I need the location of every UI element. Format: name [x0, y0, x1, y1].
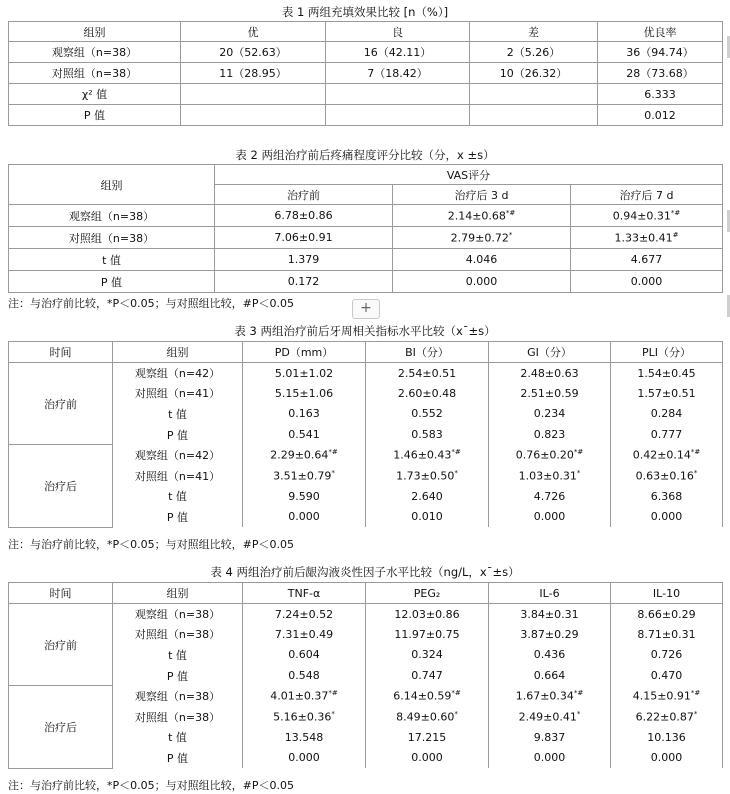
column-header: TNF-α	[243, 583, 366, 604]
table-cell: 0.664	[489, 665, 611, 686]
table-cell: 0.42±0.14*#	[611, 445, 723, 466]
table-cell: 11（28.95）	[181, 63, 326, 84]
table-row	[9, 227, 723, 249]
table-cell: 2.60±0.48	[366, 383, 489, 404]
table-cell: 28（73.68）	[598, 63, 723, 84]
table2-title: 表 2 两组治疗前后疼痛程度评分比较（分，x ±s）	[235, 148, 495, 162]
table-cell	[181, 84, 326, 105]
table-cell: 2.54±0.51	[366, 363, 489, 384]
table-cell: 观察组（n=42）	[113, 363, 243, 384]
table-row	[9, 604, 723, 625]
table-row	[9, 383, 723, 404]
t2-vas-header: VAS评分	[215, 165, 723, 185]
table2-note: 注：与治疗前比较，*P＜0.05；与对照组比较，#P＜0.05	[8, 297, 294, 310]
column-header: 治疗后 7 d	[571, 185, 723, 205]
table-cell: 1.54±0.45	[611, 363, 723, 384]
table-cell: 5.01±1.02	[243, 363, 366, 384]
column-header: 良	[326, 22, 470, 42]
column-header: 组别	[113, 342, 243, 363]
table-row	[9, 486, 723, 507]
table-cell: t 值	[9, 249, 215, 271]
column-header: 组别	[113, 583, 243, 604]
table-cell: 0.000	[243, 507, 366, 528]
table-cell	[326, 105, 470, 126]
table4-note: 注：与治疗前比较，*P＜0.05；与对照组比较，#P＜0.05	[8, 779, 294, 792]
table-cell	[470, 105, 598, 126]
table-cell: 8.49±0.60*	[366, 706, 489, 727]
table-cell: 2.29±0.64*#	[243, 445, 366, 466]
table4	[8, 582, 723, 769]
table-cell: 8.66±0.29	[611, 604, 723, 625]
table-row	[9, 507, 723, 528]
table-cell: 7（18.42）	[326, 63, 470, 84]
table-cell: P 值	[113, 424, 243, 445]
table-cell: 2.640	[366, 486, 489, 507]
table-cell: 4.046	[393, 249, 571, 271]
table-cell: 0.436	[489, 645, 611, 666]
table-cell: 11.97±0.75	[366, 624, 489, 645]
table1	[8, 21, 723, 126]
column-header: GI（分）	[489, 342, 611, 363]
table-cell: 20（52.63）	[181, 42, 326, 63]
table-cell: 13.548	[243, 727, 366, 748]
table-cell: 0.284	[611, 404, 723, 425]
table-cell: 0.163	[243, 404, 366, 425]
t2-group-header: 组别	[9, 165, 215, 205]
table-cell: 0.012	[598, 105, 723, 126]
time-label-before: 治疗前	[9, 363, 113, 445]
table-cell	[470, 84, 598, 105]
table-cell: 0.010	[366, 507, 489, 528]
time-label-after: 治疗后	[9, 686, 113, 768]
table-row	[9, 583, 723, 604]
table-row	[9, 105, 723, 126]
table-cell: 1.03±0.31*	[489, 465, 611, 486]
column-header: PLI（分）	[611, 342, 723, 363]
table-cell: 6.368	[611, 486, 723, 507]
table-cell: P 值	[9, 271, 215, 293]
table-cell: 0.552	[366, 404, 489, 425]
table-cell: 1.67±0.34*#	[489, 686, 611, 707]
table3-title: 表 3 两组治疗前后牙周相关指标水平比较（x¯±s）	[234, 324, 496, 338]
table-cell	[326, 84, 470, 105]
column-header: 时间	[9, 342, 113, 363]
table-cell: 7.24±0.52	[243, 604, 366, 625]
table-cell: 0.726	[611, 645, 723, 666]
table-cell: 0.823	[489, 424, 611, 445]
table-cell: 12.03±0.86	[366, 604, 489, 625]
table-cell: 0.94±0.31*#	[571, 205, 723, 227]
table-row	[9, 404, 723, 425]
table-row	[9, 665, 723, 686]
table-cell: 9.590	[243, 486, 366, 507]
column-header: 组别	[9, 22, 181, 42]
table-row	[9, 249, 723, 271]
table-cell: 17.215	[366, 727, 489, 748]
table-row	[9, 42, 723, 63]
table3	[8, 341, 723, 528]
table-cell: 7.06±0.91	[215, 227, 393, 249]
table-cell: 对照组（n=38）	[113, 624, 243, 645]
table-row	[9, 465, 723, 486]
table-cell: 4.15±0.91*#	[611, 686, 723, 707]
table-cell: P 值	[113, 665, 243, 686]
table-cell: 0.000	[393, 271, 571, 293]
table-cell: 0.583	[366, 424, 489, 445]
table-cell: 0.470	[611, 665, 723, 686]
table-cell: 观察组（n=38）	[113, 686, 243, 707]
column-header: BI（分）	[366, 342, 489, 363]
table-cell: 5.16±0.36*	[243, 706, 366, 727]
table-cell: 36（94.74）	[598, 42, 723, 63]
column-header: 差	[470, 22, 598, 42]
table-cell: 6.14±0.59*#	[366, 686, 489, 707]
time-label-after: 治疗后	[9, 445, 113, 527]
column-header: IL-6	[489, 583, 611, 604]
plus-icon[interactable]: +	[352, 299, 380, 319]
table-cell: 0.777	[611, 424, 723, 445]
table-cell: 6.333	[598, 84, 723, 105]
table-cell: 4.726	[489, 486, 611, 507]
table-row	[9, 645, 723, 666]
table-cell: 1.73±0.50*	[366, 465, 489, 486]
table-cell: 0.548	[243, 665, 366, 686]
table-cell: t 值	[113, 727, 243, 748]
table-cell: 0.604	[243, 645, 366, 666]
table-cell: 2.79±0.72*	[393, 227, 571, 249]
table-cell: 3.84±0.31	[489, 604, 611, 625]
table1-title: 表 1 两组充填效果比较 [n（%）]	[281, 5, 449, 19]
table-cell: 0.000	[366, 748, 489, 769]
table-cell: 8.71±0.31	[611, 624, 723, 645]
table-cell: 2.48±0.63	[489, 363, 611, 384]
table-cell: 0.000	[611, 748, 723, 769]
table-cell: 0.76±0.20*#	[489, 445, 611, 466]
table-cell: 2.49±0.41*	[489, 706, 611, 727]
table-cell: P 值	[113, 507, 243, 528]
column-header: 治疗前	[215, 185, 393, 205]
table-cell: 0.172	[215, 271, 393, 293]
table-cell: P 值	[9, 105, 181, 126]
table-row	[9, 445, 723, 466]
table-row	[9, 624, 723, 645]
table-cell: 3.87±0.29	[489, 624, 611, 645]
table2	[8, 164, 723, 293]
table-cell	[181, 105, 326, 126]
table-cell: 2.14±0.68*#	[393, 205, 571, 227]
table-row	[9, 748, 723, 769]
table-cell: 1.57±0.51	[611, 383, 723, 404]
table-cell: 对照组（n=38）	[9, 227, 215, 249]
table-cell: 16（42.11）	[326, 42, 470, 63]
table-cell: t 值	[113, 486, 243, 507]
table-cell: 观察组（n=38）	[9, 205, 215, 227]
table-cell: t 值	[113, 645, 243, 666]
table-cell: 对照组（n=41）	[113, 465, 243, 486]
table-cell: 10（26.32）	[470, 63, 598, 84]
table-cell: 观察组（n=38）	[113, 604, 243, 625]
column-header: IL-10	[611, 583, 723, 604]
table-cell: 1.33±0.41#	[571, 227, 723, 249]
table3-note: 注：与治疗前比较，*P＜0.05；与对照组比较，#P＜0.05	[8, 538, 294, 551]
table-cell: 1.379	[215, 249, 393, 271]
table-cell: 1.46±0.43*#	[366, 445, 489, 466]
table-row	[9, 84, 723, 105]
table-row	[9, 686, 723, 707]
table-row	[9, 727, 723, 748]
column-header: 治疗后 3 d	[393, 185, 571, 205]
table-cell: 10.136	[611, 727, 723, 748]
column-header: PD（mm）	[243, 342, 366, 363]
table-row	[9, 363, 723, 384]
table-cell: 0.000	[489, 507, 611, 528]
table-cell: 0.000	[243, 748, 366, 769]
table-cell: 6.78±0.86	[215, 205, 393, 227]
table-cell: 0.234	[489, 404, 611, 425]
table-cell: 0.000	[571, 271, 723, 293]
table-cell: 0.63±0.16*	[611, 465, 723, 486]
table-cell: 对照组（n=41）	[113, 383, 243, 404]
table4-title: 表 4 两组治疗前后龈沟液炎性因子水平比较（ng/L，x¯±s）	[210, 565, 520, 579]
table-row	[9, 342, 723, 363]
table-cell: 9.837	[489, 727, 611, 748]
table-row	[9, 706, 723, 727]
table-cell: 2.51±0.59	[489, 383, 611, 404]
table-row	[9, 22, 723, 42]
table-cell: 2（5.26）	[470, 42, 598, 63]
table-cell: 0.747	[366, 665, 489, 686]
column-header: 优良率	[598, 22, 723, 42]
table-cell: P 值	[113, 748, 243, 769]
table-cell: 5.15±1.06	[243, 383, 366, 404]
table-cell: 对照组（n=38）	[9, 63, 181, 84]
table-cell: χ² 值	[9, 84, 181, 105]
table-cell: 0.324	[366, 645, 489, 666]
time-label-before: 治疗前	[9, 604, 113, 686]
table-row	[9, 271, 723, 293]
table-cell: 3.51±0.79*	[243, 465, 366, 486]
table-cell: 观察组（n=38）	[9, 42, 181, 63]
column-header: 优	[181, 22, 326, 42]
table-cell: 对照组（n=38）	[113, 706, 243, 727]
table-cell: 6.22±0.87*	[611, 706, 723, 727]
column-header: PEG₂	[366, 583, 489, 604]
table-cell: 观察组（n=42）	[113, 445, 243, 466]
table-cell: 4.677	[571, 249, 723, 271]
table-row	[9, 424, 723, 445]
table-cell: t 值	[113, 404, 243, 425]
table-cell: 0.541	[243, 424, 366, 445]
table-cell: 4.01±0.37*#	[243, 686, 366, 707]
column-header: 时间	[9, 583, 113, 604]
table-cell: 7.31±0.49	[243, 624, 366, 645]
table-cell: 0.000	[611, 507, 723, 528]
table-cell: 0.000	[489, 748, 611, 769]
table-row	[9, 205, 723, 227]
table-row	[9, 63, 723, 84]
